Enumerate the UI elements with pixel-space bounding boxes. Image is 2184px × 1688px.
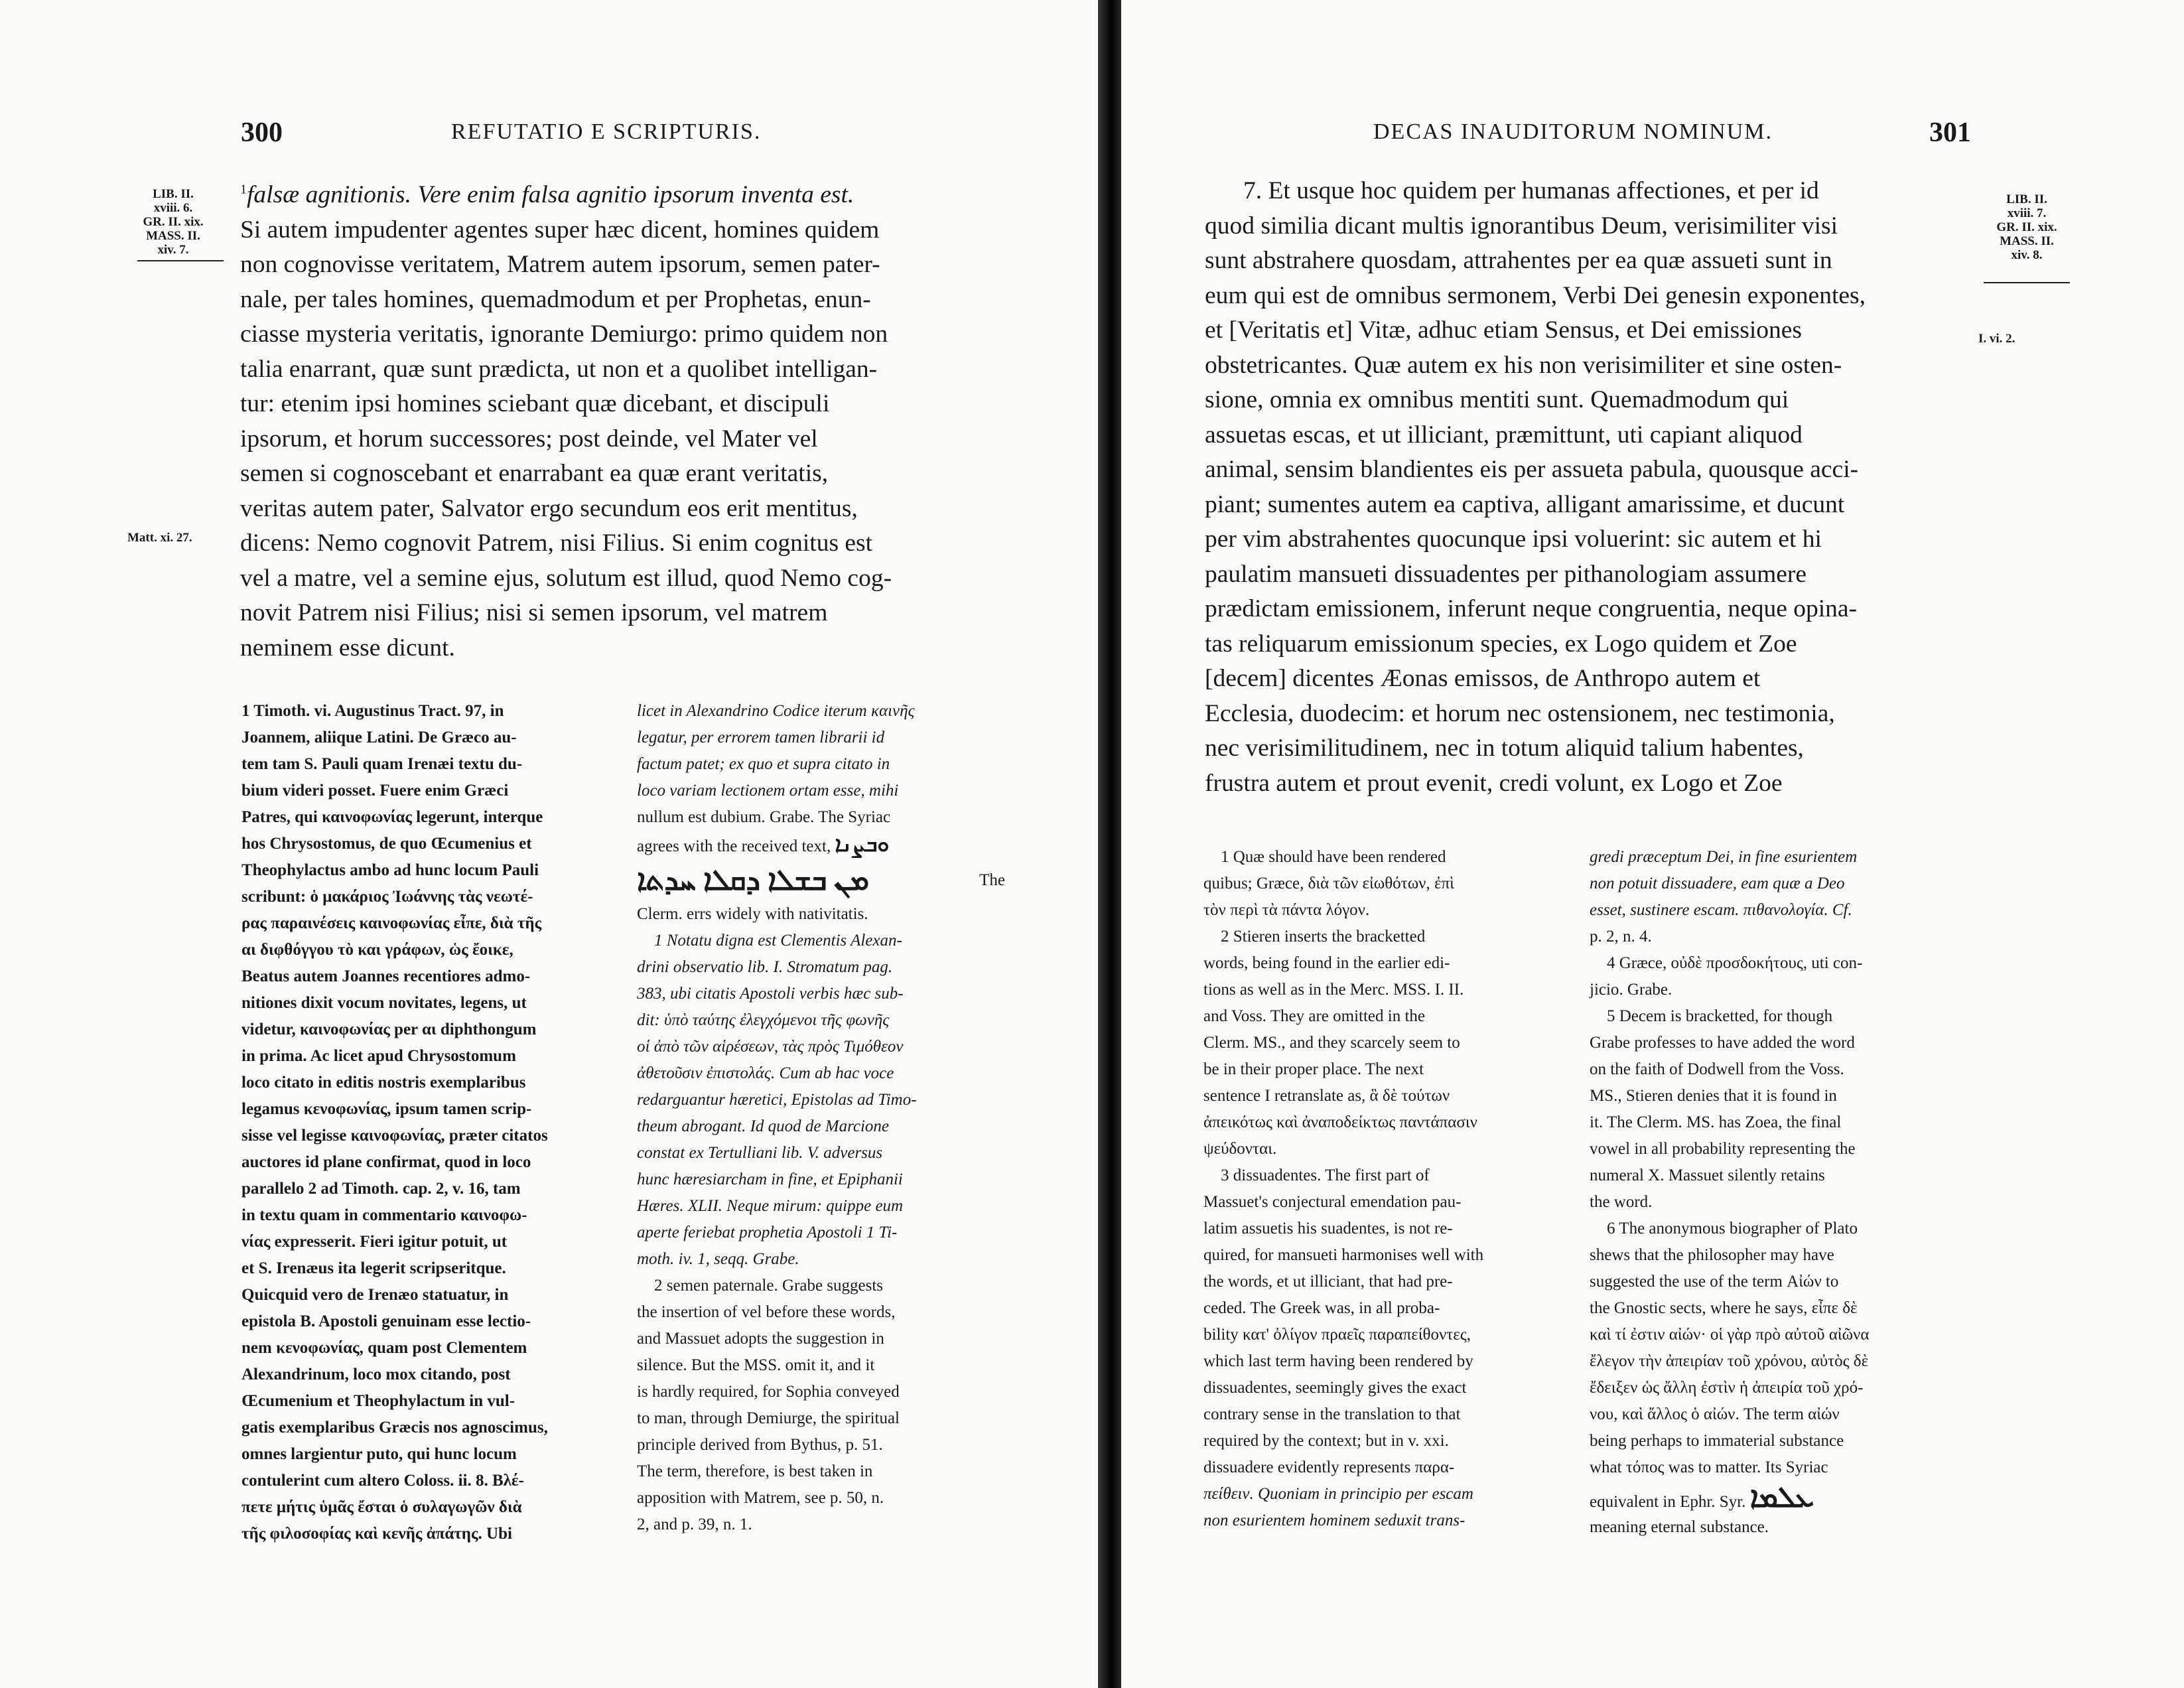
footnote-line: hunc hæresiarcham in fine, et Epiphanii bbox=[637, 1170, 903, 1188]
footnote-line: Quicquid vero de Irenæo statuatur, in bbox=[241, 1286, 509, 1304]
footnote-line: jicio. Grabe. bbox=[1590, 981, 1672, 999]
text-line: semen si cognoscebant et enarrabant ea quæ erant veritatis, bbox=[240, 460, 829, 487]
footnote-line: ἀθετοῦσιν ἐπιστολάς. Cum ab hac voce bbox=[637, 1064, 894, 1082]
footnote-column-1 bbox=[1203, 844, 1568, 1534]
margin-reference bbox=[130, 187, 216, 257]
footnote-line: πετε μήτις ὑμᾶς ἔσται ὁ συλαγωγῶν διὰ bbox=[241, 1498, 522, 1516]
footnote-line: quibus; Græce, διὰ τῶν εἰωθότων, ἐπὶ bbox=[1203, 875, 1454, 892]
footnote-line: suggested the use of the term Αἰών to bbox=[1590, 1273, 1839, 1291]
footnote-line: to man, through Demiurge, the spiritual bbox=[637, 1409, 900, 1427]
footnote-line: moth. iv. 1, seqq. Grabe. bbox=[637, 1250, 799, 1268]
text-line: [decem] dicentes Æonas emissos, de Anthropo autem et bbox=[1205, 665, 1761, 692]
footnote-line: Clerm. MS., and they scarcely seem to bbox=[1203, 1034, 1460, 1052]
footnote-line: 5 Decem is bracketted, for though bbox=[1607, 1007, 1833, 1025]
syriac-text: ܘܒܨܢܐ bbox=[835, 832, 890, 856]
margin-line: xviii. 6. bbox=[153, 201, 193, 215]
footnote-line: 6 The anonymous biographer of Plato bbox=[1607, 1220, 1858, 1237]
footnote-line: Alexandrinum, loco mox citando, post bbox=[241, 1366, 511, 1383]
footnote-line: legamus κενοφωνίας, ipsum tamen scrip- bbox=[241, 1100, 532, 1118]
footnote-line: in textu quam in commentario καινοφω- bbox=[241, 1206, 527, 1224]
footnote-line: dit: ὑπὸ ταύτης ἐλεγχόμενοι τῆς φωνῆς bbox=[637, 1011, 890, 1029]
margin-line: LIB. II. bbox=[2006, 192, 2047, 206]
footnote-line: 4 Græce, οὐδὲ προσδοκήτους, uti con- bbox=[1607, 954, 1863, 972]
footnote-line: apposition with Matrem, see p. 50, n. bbox=[637, 1489, 884, 1507]
page-number: 300 bbox=[241, 117, 283, 148]
running-head: DECAS INAUDITORUM NOMINUM. bbox=[1373, 119, 1773, 144]
text-line: nec verisimilitudinem, nec in totum aliquid talium habentes, bbox=[1205, 735, 1804, 762]
footnote-line: words, being found in the earlier edi- bbox=[1203, 954, 1450, 972]
footnote-line: MS., Stieren denies that it is found in bbox=[1590, 1087, 1837, 1105]
text-line: Si autem impudenter agentes super hæc dicent, homines quidem bbox=[240, 216, 880, 244]
footnote-line: Patres, qui καινοφωνίας legerunt, interque bbox=[241, 808, 543, 826]
text-line: eum qui est de omnibus sermonem, Verbi Dei genesin exponentes, bbox=[1205, 281, 1866, 309]
text-line: veritas autem pater, Salvator ergo secundum eos erit mentitus, bbox=[240, 494, 858, 522]
footnote-line: 2 Stieren inserts the bracketted bbox=[1221, 928, 1426, 946]
footnote-line: οἱ ἀπὸ τῶν αἱρέσεων, τὰς πρὸς Τιμόθεον bbox=[637, 1038, 904, 1056]
footnote-line: constat ex Tertulliani lib. V. adversus bbox=[637, 1144, 883, 1162]
text-line: assuetas escas, et ut illiciant, præmittunt, uti capiant aliquod bbox=[1205, 421, 1803, 449]
footnote-line: sentence I retranslate as, ἃ δὲ τούτων bbox=[1203, 1087, 1450, 1105]
footnote-line: sisse vel legisse καινοφωνίας, præter citatos bbox=[241, 1127, 548, 1145]
margin-reference-matthew: Matt. xi. 27. bbox=[127, 531, 192, 545]
text-line: $^1$falsæ agnitionis. Vere enim falsa agnitio ipsorum inventa est. bbox=[240, 181, 854, 208]
footnote-line: 2 semen paternale. Grabe suggests bbox=[654, 1277, 884, 1295]
footnote-line: Grabe professes to have added the word bbox=[1590, 1034, 1855, 1052]
text-line: nale, per tales homines, quemadmodum et per Prophetas, enun- bbox=[240, 285, 871, 313]
footnote-line: gredi præceptum Dei, in fine esurientem bbox=[1590, 848, 1858, 866]
footnote-line: 1 Notatu digna est Clementis Alexan- bbox=[654, 932, 902, 950]
main-text bbox=[1205, 174, 1968, 801]
footnote-line: ceded. The Greek was, in all proba- bbox=[1203, 1299, 1440, 1317]
main-text bbox=[240, 178, 1003, 666]
footnote-line: νου, καὶ ἄλλος ὁ αἰών. The term αἰών bbox=[1590, 1405, 1840, 1423]
footnote-line: ἔδειξεν ὡς ἄλλη ἐστὶν ἡ ἀπειρία τοῦ χρό- bbox=[1590, 1379, 1864, 1397]
footnote-line: be in their proper place. The next bbox=[1203, 1060, 1424, 1078]
footnote-line: νίας expresserit. Fieri igitur potuit, ut bbox=[241, 1233, 508, 1251]
text-line: tur: etenim ipsi homines sciebant quæ dicebant, et discipuli bbox=[240, 390, 830, 417]
footnote-line: καὶ τί ἐστιν αἰών· οἱ γὰρ πρὸ αὐτοῦ αἰῶνα bbox=[1590, 1326, 1870, 1344]
margin-line: xviii. 7. bbox=[2007, 206, 2047, 220]
footnote-line: esset, sustinere escam. πιθανολογία. Cf. bbox=[1590, 901, 1852, 919]
footnote-line: nem κενοφωνίας, quam post Clementem bbox=[241, 1339, 527, 1357]
footnote-line: non potuit dissuadere, eam quæ a Deo bbox=[1590, 875, 1845, 892]
margin-line: MASS. II. bbox=[146, 229, 200, 243]
footnote-line: gatis exemplaribus Græcis nos agnoscimus, bbox=[241, 1419, 548, 1437]
margin-rule bbox=[1984, 282, 2070, 283]
footnote-line: contulerint cum altero Coloss. ii. 8. Βλέ- bbox=[241, 1472, 524, 1490]
footnote-line: meaning eternal substance. bbox=[1590, 1518, 1769, 1536]
footnote-line: theum abrogant. Id quod de Marcione bbox=[637, 1117, 890, 1135]
footnote-column-2 bbox=[1590, 844, 1961, 1541]
text-line: Ecclesia, duodecim: et horum nec ostensionem, nec testimonia, bbox=[1205, 699, 1835, 727]
footnote-line: πείθειν. Quoniam in principio per escam bbox=[1203, 1485, 1473, 1503]
footnote-line: auctores id plane confirmat, quod in loco bbox=[241, 1153, 531, 1171]
footnote-line: what τόπος was to matter. Its Syriac bbox=[1590, 1458, 1828, 1476]
footnote-line: factum patet; ex quo et supra citato in bbox=[637, 755, 890, 773]
margin-line: GR. II. xix. bbox=[143, 215, 204, 229]
text-line: paulatim mansueti dissuadentes per pithanologiam assumere bbox=[1205, 560, 1807, 588]
margin-line: LIB. II. bbox=[153, 187, 194, 201]
text-line: neminem esse dicunt. bbox=[240, 634, 455, 662]
right-page bbox=[1121, 0, 2184, 1688]
text-line: ciasse mysteria veritatis, ignorante Demiurgo: primo quidem non bbox=[240, 320, 888, 348]
footnote-line: it. The Clerm. MS. has Zoea, the final bbox=[1590, 1113, 1842, 1131]
footnote-line: parallelo 2 ad Timoth. cap. 2, v. 16, tam bbox=[241, 1180, 521, 1198]
footnote-line: is hardly required, for Sophia conveyed bbox=[637, 1383, 900, 1401]
footnote-line: principle derived from Bythus, p. 51. bbox=[637, 1436, 883, 1454]
footnote-column-1 bbox=[241, 698, 613, 1547]
footnote-line: tions as well as in the Merc. MSS. I. II. bbox=[1203, 981, 1464, 999]
footnote-line: omnes largientur puto, qui hunc locum bbox=[241, 1445, 517, 1463]
footnote-line: which last term having been rendered by bbox=[1203, 1352, 1473, 1370]
footnote-line: the word. bbox=[1590, 1193, 1653, 1211]
footnote-line: ἀπεικότως καὶ ἀναποδείκτως παντάπασιν bbox=[1203, 1113, 1477, 1131]
footnote-line: ρας παραινέσεις καινοφωνίας εἶπε, διὰ τῆς bbox=[241, 914, 542, 932]
footnote-line: ψεύδονται. bbox=[1203, 1140, 1277, 1158]
footnote-line: τῆς φιλοσοφίας καὶ κενῆς ἀπάτης. Ubi bbox=[241, 1525, 512, 1543]
footnote-line: et S. Irenæus ita legerit scripseritque. bbox=[241, 1259, 506, 1277]
footnote-line: scribunt: ὁ μακάριος Ἰωάννης τὰς νεωτέ- bbox=[241, 888, 533, 906]
margin-rule bbox=[137, 260, 224, 261]
margin-reference bbox=[1984, 192, 2070, 262]
running-head: REFUTATIO E SCRIPTURIS. bbox=[451, 119, 762, 144]
footnote-line: nitiones dixit vocum novitates, legens, ut bbox=[241, 994, 527, 1012]
footnote-line: The term, therefore, is best taken in bbox=[637, 1462, 873, 1480]
text-line: prædictam emissionem, inferunt neque congruentia, neque opina- bbox=[1205, 595, 1858, 622]
footnote-line: the words, et ut illiciant, that had pre- bbox=[1203, 1273, 1453, 1291]
footnote-line: aperte feriebat prophetia Apostoli 1 Ti- bbox=[637, 1224, 898, 1241]
footnote-line: being perhaps to immaterial substance bbox=[1590, 1432, 1844, 1450]
page-number: 301 bbox=[1929, 117, 1971, 148]
text-line: frustra autem et prout evenit, credi volunt, ex Logo et Zoe bbox=[1205, 769, 1783, 797]
text-line: vel a matre, vel a semine ejus, solutum est illud, quod Nemo cog- bbox=[240, 564, 892, 592]
syriac-text: ܡܢ ܒܫܠܐ ܕܩܠܐ ܚܕܬܐ bbox=[637, 864, 869, 896]
text-line: novit Patrem nisi Filius; nisi si semen ipsorum, vel matrem bbox=[240, 599, 828, 626]
footnote-line: dissuadere evidently represents παρα- bbox=[1203, 1458, 1455, 1476]
footnote-line: Œcumenium et Theophylactum in vul- bbox=[241, 1392, 515, 1410]
text-line: quod similia dicant multis ignorantibus Deum, verisimiliter visi bbox=[1205, 212, 1838, 240]
footnote-line: shews that the philosopher may have bbox=[1590, 1246, 1834, 1264]
footnote-line: loco variam lectionem ortam esse, mihi bbox=[637, 782, 899, 800]
margin-line: xiv. 8. bbox=[2011, 248, 2043, 262]
footnote-line: and Voss. They are omitted in the bbox=[1203, 1007, 1425, 1025]
margin-line: MASS. II. bbox=[2000, 234, 2054, 248]
footnote-line: silence. But the MSS. omit it, and it bbox=[637, 1356, 875, 1374]
footnote-line: the Gnostic sects, where he says, εἶπε δὲ bbox=[1590, 1299, 1858, 1317]
text-line: per vim abstrahentes quocunque ipsi voluerint: sic autem et hi bbox=[1205, 526, 1822, 553]
text-line: tas reliquarum emissionum species, ex Logo quidem et Zoe bbox=[1205, 630, 1797, 658]
text-line: animal, sensim blandientes eis per assueta pabula, quousque acci- bbox=[1205, 456, 1859, 483]
footnote-line: Beatus autem Joannes recentiores admo- bbox=[241, 967, 531, 985]
text-line: obstetricantes. Quæ autem ex his non verisimiliter et sine osten- bbox=[1205, 351, 1842, 379]
text-line: et [Veritatis et] Vitæ, adhuc etiam Sensus, et Dei emissiones bbox=[1205, 316, 1802, 344]
margin-reference-irenaeus: I. vi. 2. bbox=[1978, 332, 2015, 346]
text-line: ipsorum, et horum successores; post deinde, vel Mater vel bbox=[240, 425, 818, 453]
text-line: sione, omnia ex omnibus mentiti sunt. Quemadmodum qui bbox=[1205, 386, 1789, 413]
footnote-line: bium videri posset. Fuere enim Græci bbox=[241, 782, 509, 800]
text-line: sunt abstrahere quosdam, attrahentes per ea quæ assueti sunt in bbox=[1205, 247, 1832, 274]
footnote-line: agrees with the received text, ܘܒܨܢܐ bbox=[637, 832, 890, 856]
footnote-line: hos Chrysostomus, de quo Œcumenius et bbox=[241, 835, 532, 853]
footnote-line: ἔλεγον τὴν ἀπειρίαν τοῦ χρόνου, αὐτὸς δὲ bbox=[1590, 1352, 1869, 1370]
footnote-line: required by the context; but in v. xxi. bbox=[1203, 1432, 1449, 1450]
footnote-line: licet in Alexandrino Codice iterum καινῆς bbox=[637, 702, 915, 720]
footnote-line: non esurientem hominem seduxit trans- bbox=[1203, 1512, 1466, 1529]
footnote-line: Massuet's conjectural emendation pau- bbox=[1203, 1193, 1462, 1211]
footnote-line: and Massuet adopts the suggestion in bbox=[637, 1330, 884, 1348]
footnote-line: epistola B. Apostoli genuinam esse lectio- bbox=[241, 1312, 531, 1330]
footnote-line: latim assuetis his suadentes, is not re- bbox=[1203, 1220, 1453, 1237]
text-line: non cognovisse veritatem, Matrem autem ipsorum, semen pater- bbox=[240, 251, 880, 278]
footnote-line: in prima. Ac licet apud Chrysostomum bbox=[241, 1047, 516, 1065]
footnote-line: 2, and p. 39, n. 1. bbox=[637, 1515, 752, 1533]
footnote-line: contrary sense in the translation to that bbox=[1203, 1405, 1461, 1423]
footnote-column-2 bbox=[637, 698, 1005, 1538]
footnote-line: τὸν περὶ τὰ πάντα λόγον. bbox=[1203, 901, 1370, 919]
margin-line: GR. II. xix. bbox=[1996, 220, 2057, 234]
footnote-line: 3 dissuadentes. The first part of bbox=[1221, 1166, 1430, 1184]
footnote-line: 1 Timoth. vi. Augustinus Tract. 97, in bbox=[241, 702, 504, 720]
footnote-line: nullum est dubium. Grabe. The Syriac bbox=[637, 808, 891, 826]
footnote-line: drini observatio lib. I. Stromatum pag. bbox=[637, 958, 893, 976]
footnote-line: redarguantur hæretici, Epistolas ad Timo- bbox=[637, 1091, 917, 1109]
footnote-line: Theophylactus ambo ad hunc locum Pauli bbox=[241, 861, 539, 879]
text-line: dicens: Nemo cognovit Patrem, nisi Filius. Si enim cognitus est bbox=[240, 529, 873, 557]
footnote-line: ܡܢ ܒܫܠܐ ܕܩܠܐ ܚܕܬܐ The bbox=[637, 864, 1005, 896]
footnote-line: the insertion of vel before these words, bbox=[637, 1303, 896, 1321]
text-line: 7. Et usque hoc quidem per humanas affectiones, et per id bbox=[1243, 177, 1819, 204]
margin-line: xiv. 7. bbox=[157, 243, 189, 257]
footnote-line: Clerm. errs widely with nativitatis. bbox=[637, 905, 868, 923]
footnote-line: legatur, per errorem tamen librarii id bbox=[637, 729, 885, 746]
footnote-line: videtur, καινοφωνίας per αι diphthongum bbox=[241, 1020, 537, 1038]
text-line: talia enarrant, quæ sunt prædicta, ut non et a quolibet intelligan- bbox=[240, 355, 878, 383]
footnote-line: 383, ubi citatis Apostoli verbis hæc sub- bbox=[637, 985, 904, 1003]
book-gutter bbox=[1098, 0, 1121, 1688]
footnote-line: numeral X. Massuet silently retains bbox=[1590, 1166, 1825, 1184]
footnote-line: bility κατ' ὀλίγον πραεῖς παραπείθοντες, bbox=[1203, 1326, 1471, 1344]
footnote-line: quired, for mansueti harmonises well with bbox=[1203, 1246, 1484, 1264]
footnote-line: dissuadentes, seemingly gives the exact bbox=[1203, 1379, 1467, 1397]
footnote-line: Joannem, aliique Latini. De Græco au- bbox=[241, 729, 517, 746]
footnote-line: on the faith of Dodwell from the Voss. bbox=[1590, 1060, 1844, 1078]
text-line: piant; sumentes autem ea captiva, alligant amarissime, et ducunt bbox=[1205, 490, 1845, 518]
footnote-line: loco citato in editis nostris exemplaribus bbox=[241, 1074, 526, 1091]
footnote-line: tem tam S. Pauli quam Irenæi textu du- bbox=[241, 755, 523, 773]
footnote-line: Hæres. XLII. Neque mirum: quippe eum bbox=[637, 1197, 904, 1215]
footnote-line: vowel in all probability representing the bbox=[1590, 1140, 1856, 1158]
syriac-text: ܥܠܡܐ bbox=[1749, 1481, 1814, 1513]
footnote-line: p. 2, n. 4. bbox=[1590, 928, 1652, 946]
footnote-line: αι διφθόγγου τὸ και γράφων, ὡς ἔοικε, bbox=[241, 941, 513, 959]
footnote-line: equivalent in Ephr. Syr. ܥܠܡܐ bbox=[1590, 1481, 1814, 1513]
footnote-line: 1 Quæ should have been rendered bbox=[1221, 848, 1446, 866]
